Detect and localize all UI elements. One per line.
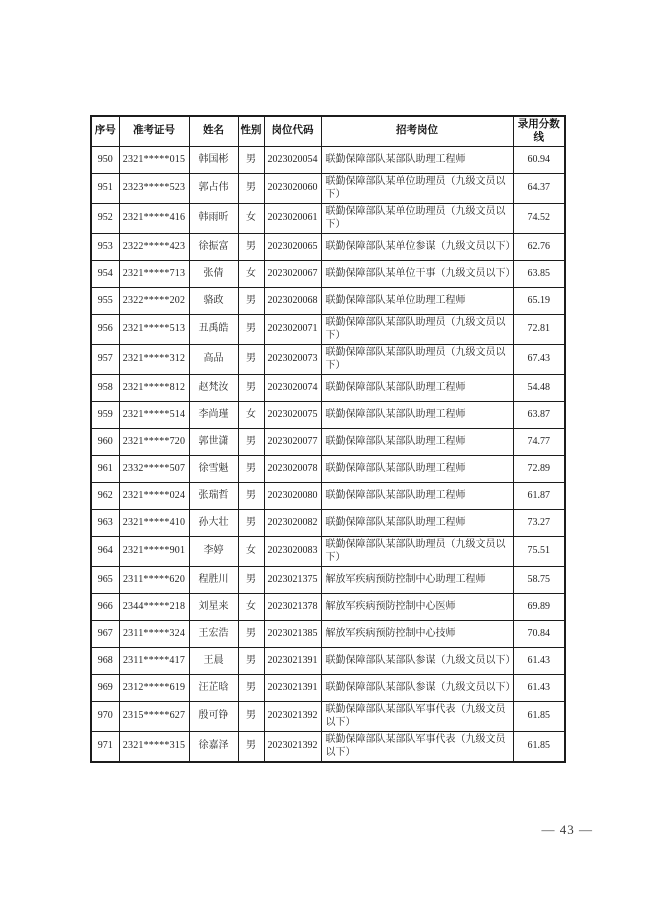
table-row: [91, 675, 565, 702]
cell-gender: 男: [238, 174, 264, 204]
header-score: 录用分数线: [513, 116, 565, 147]
cell-ticket: 2321*****514: [119, 402, 189, 429]
cell-seq: 961: [91, 456, 119, 483]
header-ticket: 准考证号: [119, 116, 189, 147]
cell-code: 2023020080: [264, 483, 321, 510]
cell-seq: 952: [91, 204, 119, 234]
cell-code: 2023020061: [264, 204, 321, 234]
cell-gender: 男: [238, 234, 264, 261]
table-row: [91, 288, 565, 315]
cell-gender: 男: [238, 315, 264, 345]
cell-position: 联勤保障部队某部队助理工程师: [321, 429, 513, 456]
table-row: [91, 402, 565, 429]
cell-code: 2023020065: [264, 234, 321, 261]
cell-code: 2023020078: [264, 456, 321, 483]
cell-gender: 男: [238, 147, 264, 174]
cell-gender: 男: [238, 702, 264, 732]
cell-name: 汪芷晗: [189, 675, 238, 702]
cell-name: 丑禹皓: [189, 315, 238, 345]
table-row: [91, 429, 565, 456]
cell-gender: 男: [238, 621, 264, 648]
cell-position: 联勤保障部队某部队参谋（九级文员以下）: [321, 648, 513, 675]
cell-ticket: 2315*****627: [119, 702, 189, 732]
cell-seq: 970: [91, 702, 119, 732]
cell-ticket: 2321*****812: [119, 375, 189, 402]
cell-position: 解放军疾病预防控制中心助理工程师: [321, 567, 513, 594]
cell-score: 60.94: [513, 147, 565, 174]
cell-name: 李尚瑾: [189, 402, 238, 429]
cell-score: 58.75: [513, 567, 565, 594]
table-row: [91, 483, 565, 510]
cell-name: 赵梵汝: [189, 375, 238, 402]
cell-ticket: 2321*****513: [119, 315, 189, 345]
cell-gender: 男: [238, 567, 264, 594]
cell-score: 62.76: [513, 234, 565, 261]
cell-seq: 956: [91, 315, 119, 345]
cell-position: 解放军疾病预防控制中心医师: [321, 594, 513, 621]
cell-score: 65.19: [513, 288, 565, 315]
page-number: — 43 —: [541, 822, 593, 837]
cell-name: 张瑞哲: [189, 483, 238, 510]
table-row: [91, 234, 565, 261]
table-row: [91, 702, 565, 732]
cell-position: 联勤保障部队某部队助理员（九级文员以下）: [321, 345, 513, 375]
cell-code: 2023021392: [264, 732, 321, 763]
cell-name: 殷可铮: [189, 702, 238, 732]
cell-name: 程胜川: [189, 567, 238, 594]
cell-gender: 男: [238, 456, 264, 483]
cell-code: 2023020075: [264, 402, 321, 429]
cell-ticket: 2321*****024: [119, 483, 189, 510]
cell-ticket: 2321*****901: [119, 537, 189, 567]
cell-position: 联勤保障部队某部队助理工程师: [321, 483, 513, 510]
cell-score: 61.87: [513, 483, 565, 510]
table-row: [91, 594, 565, 621]
cell-position: 联勤保障部队某部队助理工程师: [321, 510, 513, 537]
cell-score: 69.89: [513, 594, 565, 621]
cell-code: 2023020077: [264, 429, 321, 456]
cell-seq: 971: [91, 732, 119, 763]
cell-name: 徐雪魁: [189, 456, 238, 483]
cell-seq: 955: [91, 288, 119, 315]
cell-seq: 965: [91, 567, 119, 594]
table-row: [91, 621, 565, 648]
cell-code: 2023021391: [264, 675, 321, 702]
cell-gender: 男: [238, 429, 264, 456]
cell-code: 2023020067: [264, 261, 321, 288]
cell-gender: 女: [238, 204, 264, 234]
cell-seq: 959: [91, 402, 119, 429]
cell-gender: 男: [238, 483, 264, 510]
cell-seq: 962: [91, 483, 119, 510]
cell-gender: 男: [238, 288, 264, 315]
cell-position: 联勤保障部队某部队助理工程师: [321, 147, 513, 174]
table-row: [91, 537, 565, 567]
cell-position: 联勤保障部队某部队军事代表（九级文员以下）: [321, 732, 513, 763]
table-row: [91, 375, 565, 402]
cell-gender: 女: [238, 537, 264, 567]
table-body: [91, 147, 565, 763]
cell-seq: 958: [91, 375, 119, 402]
cell-score: 67.43: [513, 345, 565, 375]
cell-name: 李婷: [189, 537, 238, 567]
cell-gender: 男: [238, 675, 264, 702]
cell-seq: 960: [91, 429, 119, 456]
cell-position: 联勤保障部队某部队助理工程师: [321, 402, 513, 429]
cell-ticket: 2322*****202: [119, 288, 189, 315]
table-row: [91, 510, 565, 537]
cell-seq: 950: [91, 147, 119, 174]
cell-ticket: 2321*****713: [119, 261, 189, 288]
cell-position: 联勤保障部队某部队助理员（九级文员以下）: [321, 315, 513, 345]
cell-score: 63.85: [513, 261, 565, 288]
cell-score: 61.85: [513, 732, 565, 763]
cell-ticket: 2321*****315: [119, 732, 189, 763]
cell-position: 解放军疾病预防控制中心技师: [321, 621, 513, 648]
cell-gender: 男: [238, 510, 264, 537]
cell-seq: 964: [91, 537, 119, 567]
cell-name: 骆政: [189, 288, 238, 315]
cell-score: 64.37: [513, 174, 565, 204]
cell-seq: 969: [91, 675, 119, 702]
cell-position: 联勤保障部队某单位助理工程师: [321, 288, 513, 315]
cell-score: 54.48: [513, 375, 565, 402]
table-row: [91, 648, 565, 675]
cell-score: 74.77: [513, 429, 565, 456]
cell-ticket: 2332*****507: [119, 456, 189, 483]
table-row: [91, 147, 565, 174]
table-row: [91, 732, 565, 763]
cell-seq: 968: [91, 648, 119, 675]
cell-gender: 女: [238, 261, 264, 288]
cell-name: 徐嘉泽: [189, 732, 238, 763]
cell-gender: 女: [238, 402, 264, 429]
cell-position: 联勤保障部队某部队助理工程师: [321, 456, 513, 483]
cell-gender: 男: [238, 732, 264, 763]
cell-position: 联勤保障部队某部队助理工程师: [321, 375, 513, 402]
cell-ticket: 2311*****620: [119, 567, 189, 594]
cell-ticket: 2321*****312: [119, 345, 189, 375]
cell-position: 联勤保障部队某单位助理员（九级文员以下）: [321, 204, 513, 234]
cell-score: 61.43: [513, 675, 565, 702]
cell-position: 联勤保障部队某部队军事代表（九级文员以下）: [321, 702, 513, 732]
cell-name: 张倩: [189, 261, 238, 288]
cell-gender: 男: [238, 648, 264, 675]
cell-ticket: 2311*****417: [119, 648, 189, 675]
table-header: [91, 116, 565, 147]
cell-seq: 966: [91, 594, 119, 621]
cell-code: 2023020071: [264, 315, 321, 345]
header-name: 姓名: [189, 116, 238, 147]
cell-position: 联勤保障部队某部队参谋（九级文员以下）: [321, 675, 513, 702]
cell-score: 73.27: [513, 510, 565, 537]
cell-code: 2023021375: [264, 567, 321, 594]
cell-seq: 963: [91, 510, 119, 537]
cell-position: 联勤保障部队某单位助理员（九级文员以下）: [321, 174, 513, 204]
cell-code: 2023020054: [264, 147, 321, 174]
cell-code: 2023021385: [264, 621, 321, 648]
cell-code: 2023021378: [264, 594, 321, 621]
cell-ticket: 2321*****720: [119, 429, 189, 456]
cell-code: 2023020083: [264, 537, 321, 567]
cell-score: 74.52: [513, 204, 565, 234]
cell-gender: 男: [238, 345, 264, 375]
header-gender: 性别: [238, 116, 264, 147]
cell-seq: 954: [91, 261, 119, 288]
header-position: 招考岗位: [321, 116, 513, 147]
cell-name: 韩国彬: [189, 147, 238, 174]
cell-score: 61.43: [513, 648, 565, 675]
header-seq: 序号: [91, 116, 119, 147]
cell-score: 61.85: [513, 702, 565, 732]
table-row: [91, 174, 565, 204]
table-row: [91, 345, 565, 375]
cell-seq: 967: [91, 621, 119, 648]
cell-ticket: 2311*****324: [119, 621, 189, 648]
header-code: 岗位代码: [264, 116, 321, 147]
cell-name: 刘星来: [189, 594, 238, 621]
cell-name: 韩雨昕: [189, 204, 238, 234]
header-row: [91, 116, 565, 147]
cell-gender: 男: [238, 375, 264, 402]
cell-ticket: 2321*****015: [119, 147, 189, 174]
cell-code: 2023020068: [264, 288, 321, 315]
cell-position: 联勤保障部队某部队助理员（九级文员以下）: [321, 537, 513, 567]
cell-ticket: 2322*****423: [119, 234, 189, 261]
cell-score: 70.84: [513, 621, 565, 648]
table-row: [91, 261, 565, 288]
cell-ticket: 2344*****218: [119, 594, 189, 621]
cell-position: 联勤保障部队某单位参谋（九级文员以下）: [321, 234, 513, 261]
score-table: [90, 115, 566, 763]
cell-code: 2023021391: [264, 648, 321, 675]
cell-code: 2023020060: [264, 174, 321, 204]
cell-name: 徐振富: [189, 234, 238, 261]
cell-ticket: 2321*****416: [119, 204, 189, 234]
cell-name: 高品: [189, 345, 238, 375]
cell-code: 2023021392: [264, 702, 321, 732]
table-row: [91, 204, 565, 234]
cell-seq: 957: [91, 345, 119, 375]
cell-name: 郭世潇: [189, 429, 238, 456]
cell-position: 联勤保障部队某单位干事（九级文员以下）: [321, 261, 513, 288]
cell-ticket: 2312*****619: [119, 675, 189, 702]
cell-seq: 953: [91, 234, 119, 261]
cell-code: 2023020073: [264, 345, 321, 375]
cell-score: 72.89: [513, 456, 565, 483]
cell-gender: 女: [238, 594, 264, 621]
cell-name: 郭占伟: [189, 174, 238, 204]
cell-score: 72.81: [513, 315, 565, 345]
cell-score: 75.51: [513, 537, 565, 567]
cell-score: 63.87: [513, 402, 565, 429]
table-row: [91, 567, 565, 594]
cell-code: 2023020074: [264, 375, 321, 402]
cell-ticket: 2321*****410: [119, 510, 189, 537]
cell-name: 王晨: [189, 648, 238, 675]
table-row: [91, 456, 565, 483]
cell-name: 王宏浩: [189, 621, 238, 648]
cell-name: 孙大壮: [189, 510, 238, 537]
table-row: [91, 315, 565, 345]
cell-ticket: 2323*****523: [119, 174, 189, 204]
cell-seq: 951: [91, 174, 119, 204]
cell-code: 2023020082: [264, 510, 321, 537]
